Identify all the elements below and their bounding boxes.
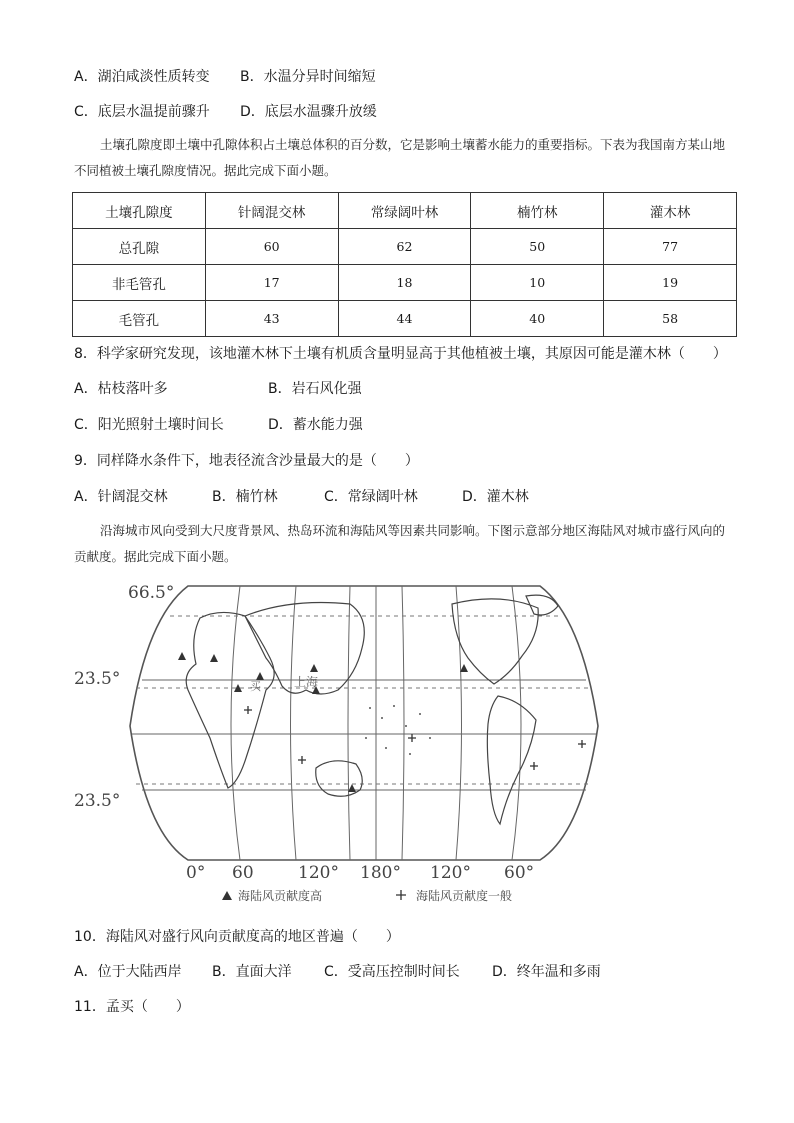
q7-option-a: A．湖泊咸淡性质转变 [74, 69, 210, 85]
table-header-cell: 灌木林 [604, 193, 737, 229]
table-cell: 10 [471, 265, 604, 301]
q10-option-c: C．受高压控制时间长 [324, 964, 460, 980]
lat-label-66: 66.5° [128, 583, 175, 603]
passage-soil-porosity [74, 132, 734, 184]
q9-stem: 9．同样降水条件下，地表径流含沙量最大的是（ ） [74, 453, 419, 469]
city-label-mumbai: 买 [250, 680, 261, 693]
legend-normal-label: 海陆风贡献度一般 [416, 889, 513, 903]
cross-marker-icon [244, 706, 252, 714]
legend-normal-markers [244, 706, 586, 770]
table-cell: 50 [471, 229, 604, 265]
legend-high-label: 海陆风贡献度高 [238, 889, 323, 903]
q7-option-d: D．底层水温骤升放缓 [240, 104, 377, 120]
q9-option-a: A．针阔混交林 [74, 489, 168, 505]
triangle-marker-icon [256, 672, 264, 680]
q10-option-d: D．终年温和多雨 [492, 964, 601, 980]
cross-marker-icon [530, 762, 538, 770]
city-label-shanghai: 上海 [294, 675, 319, 689]
q7-option-b: B．水温分异时间缩短 [240, 69, 376, 85]
table-cell: 18 [338, 265, 471, 301]
table-row [73, 265, 737, 301]
lon-label: 120° [430, 863, 471, 883]
legend-triangle-icon [222, 891, 232, 900]
table-cell: 40 [471, 301, 604, 337]
parallel-lines [132, 680, 596, 790]
lat-label-23n: 23.5° [74, 669, 121, 689]
triangle-marker-icon [348, 784, 356, 792]
table-cell: 77 [604, 229, 737, 265]
table-cell: 19 [604, 265, 737, 301]
lon-label: 60 [232, 863, 254, 883]
cross-marker-icon [578, 740, 586, 748]
row-label: 非毛管孔 [73, 265, 206, 301]
lat-label-23s: 23.5° [74, 791, 121, 811]
table-cell: 43 [205, 301, 338, 337]
table-cell: 62 [338, 229, 471, 265]
cross-marker-icon [408, 734, 416, 742]
lon-label: 0° [186, 863, 206, 883]
q8-option-d: D．蓄水能力强 [268, 417, 363, 433]
q11-stem: 11．孟买（ ） [74, 999, 190, 1015]
q9-option-c: C．常绿阔叶林 [324, 489, 418, 505]
table-header-row [73, 193, 737, 229]
lon-label: 120° [298, 863, 339, 883]
table-header-cell: 土壤孔隙度 [73, 193, 206, 229]
row-label: 毛管孔 [73, 301, 206, 337]
legend-cross-icon [396, 890, 406, 900]
row-label: 总孔隙 [73, 229, 206, 265]
passage-breeze-text: 沿海城市风向受到大尺度背景风、热岛环流和海陆风等因素共同影响。下图示意部分地区海陆风对城市盛行风向的贡献度。据此完成下面小题。 [74, 523, 726, 564]
lon-label: 180° [360, 863, 401, 883]
soil-porosity-table [72, 192, 737, 337]
table-header-cell: 针阔混交林 [205, 193, 338, 229]
triangle-marker-icon [460, 664, 468, 672]
cross-marker-icon [298, 756, 306, 764]
triangle-marker-icon [310, 664, 318, 672]
passage-soil-text: 土壤孔隙度即土壤中孔隙体积占土壤总体积的百分数，它是影响土壤蓄水能力的重要指标。下表为我国南方某山地不同植被土壤孔隙度情况。据此完成下面小题。 [74, 137, 726, 178]
table-cell: 58 [604, 301, 737, 337]
q9-option-b: B．楠竹林 [212, 489, 278, 505]
island-dots [365, 705, 431, 755]
world-map-svg [70, 578, 610, 908]
triangle-marker-icon [210, 654, 218, 662]
table-header-cell: 楠竹林 [471, 193, 604, 229]
passage-sea-land-breeze [74, 518, 734, 570]
q9-option-d: D．灌木林 [462, 489, 529, 505]
table-row [73, 229, 737, 265]
meridian-lines [231, 586, 521, 860]
q8-option-c: C．阳光照射土壤时间长 [74, 417, 224, 433]
q8-option-b: B．岩石风化强 [268, 381, 362, 397]
table-header-cell: 常绿阔叶林 [338, 193, 471, 229]
q10-option-a: A．位于大陆西岸 [74, 964, 182, 980]
world-map-figure [70, 578, 610, 908]
table-cell: 44 [338, 301, 471, 337]
table-row [73, 301, 737, 337]
q8-stem: 8．科学家研究发现，该地灌木林下土壤有机质含量明显高于其他植被土壤，其原因可能是灌木林（ ） [74, 346, 727, 362]
table-cell: 60 [205, 229, 338, 265]
table-cell: 17 [205, 265, 338, 301]
q10-option-b: B．直面大洋 [212, 964, 292, 980]
triangle-marker-icon [178, 652, 186, 660]
q7-option-c: C．底层水温提前骤升 [74, 104, 210, 120]
q10-stem: 10．海陆风对盛行风向贡献度高的地区普遍（ ） [74, 929, 400, 945]
lon-label: 60° [504, 863, 535, 883]
q8-option-a: A．枯枝落叶多 [74, 381, 168, 397]
